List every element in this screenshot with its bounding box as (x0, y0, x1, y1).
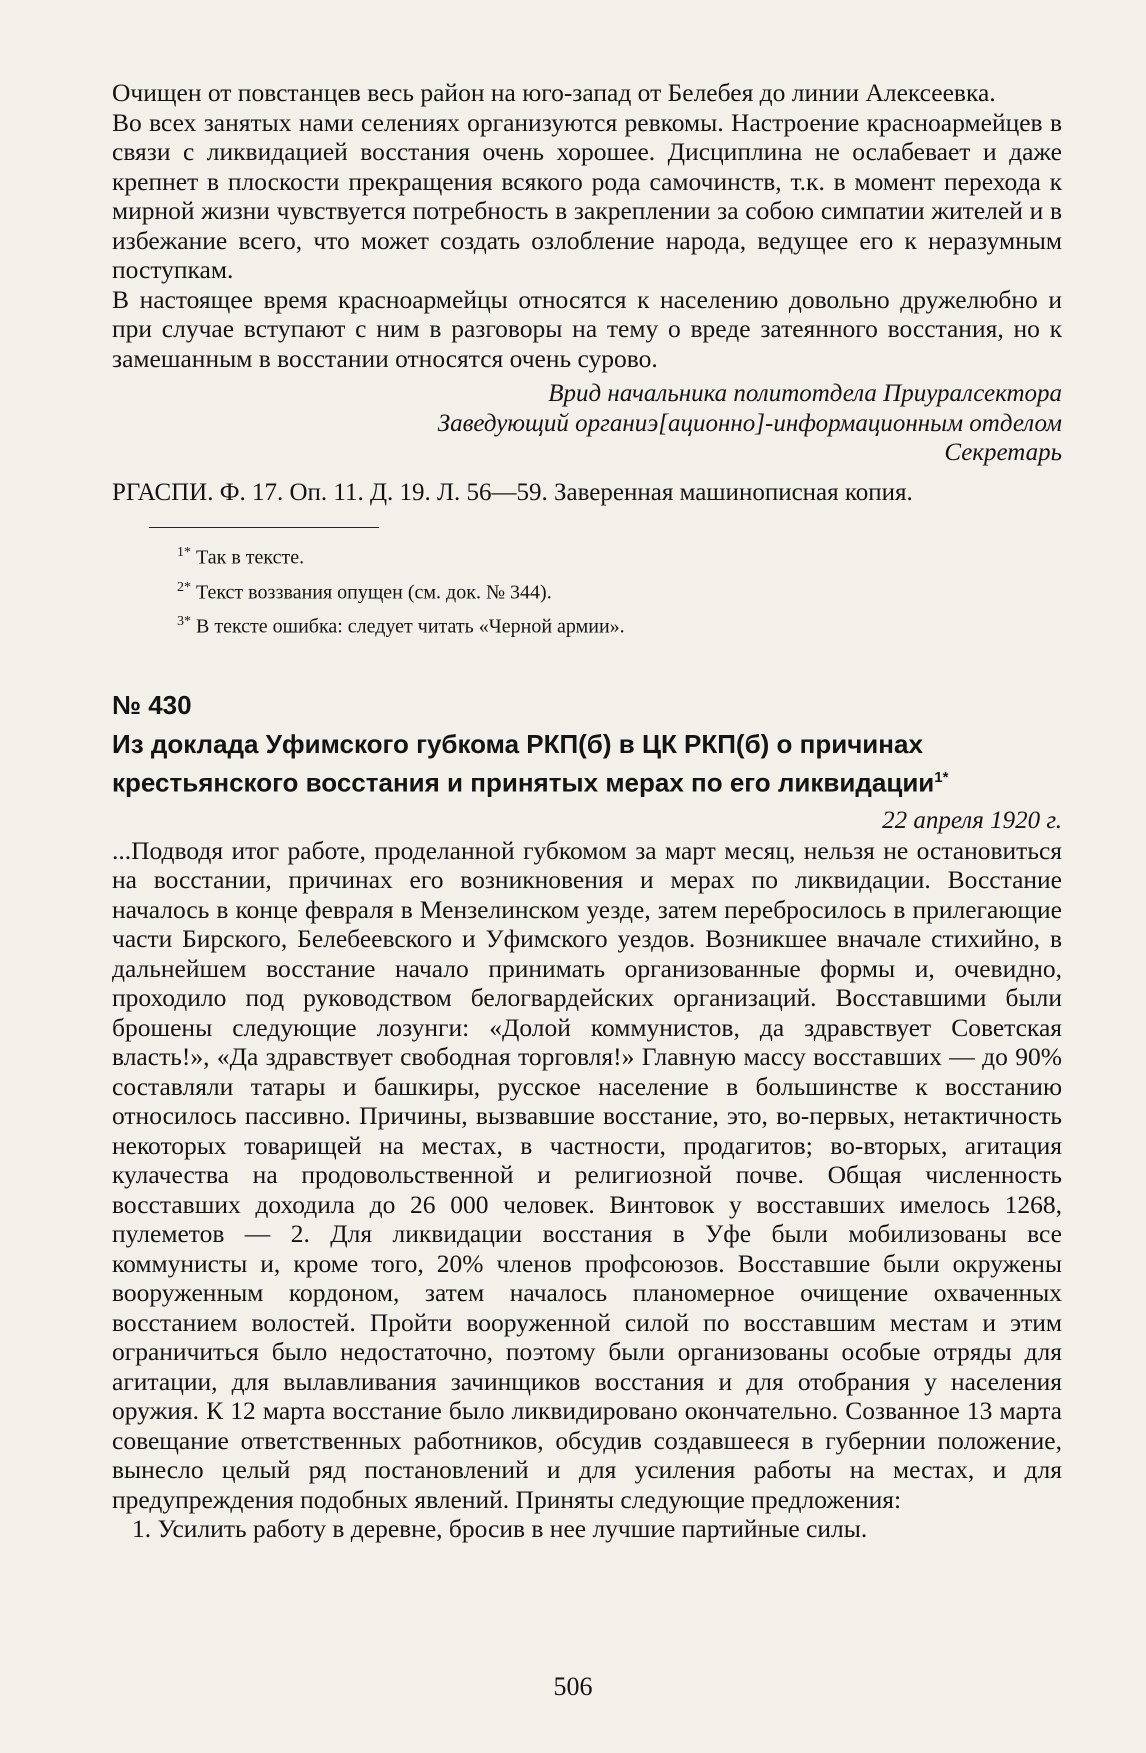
footnote-2 (177, 573, 1062, 608)
signature-line-3: Секретарь (944, 439, 1062, 466)
document-date: 22 апреля 1920 г. (882, 806, 1062, 834)
page-number: 506 (553, 1672, 593, 1701)
footnotes-block (177, 538, 1062, 642)
list-item-1: 1. Усилить работу в деревне, бросив в нее лучшие партийные силы. (132, 1514, 868, 1544)
footnote-3 (177, 607, 1062, 642)
archive-source: РГАСПИ. Ф. 17. Оп. 11. Д. 19. Л. 56—59. Заверенная машинописная копия. (112, 478, 913, 506)
document-number: № 430 (112, 689, 192, 720)
footnote-1 (177, 538, 1062, 573)
title-footnote-mark: 1* (934, 768, 949, 786)
document-body: ...Подводя итог работе, проделанной губкомом за март месяц, нельзя не остановиться на восстании, причинах его возникновения и мерах по ликвидации. Восстание началось в конце февраля в Мензелинском уезде, затем перебросилось в прилегающие части Бирского, Белебеевского и Уфимского уездов. Возникшее вначале стихийно, в дальнейшем восстание начало принимать организованные формы и, очевидно, проходило под руководством белогвардейских организаций. Восставшими были брошены следующие лозунги: «Долой коммунистов, да здравствует Советская власть!», «Да здравствует свободная торговля!» Главную массу восставших — до 90% составляли татары и башкиры, русское население в большинстве к восстанию относилось пассивно. Причины, вызвавшие восстание, это, во-первых, нетактичность некоторых товарищей на местах, в частности, продагитов; во-вторых, агитация кулачества на продовольственной и религиозной почве. Общая численность восставших доходила до 26 000 человек. Винтовок у восставших имелось 1268, пулеметов — 2. Для ликвидации восстания в Уфе были мобилизованы все коммунисты и, кроме того, 20% членов профсоюзов. Восставшие были окружены вооруженным кордоном, затем началось планомерное очищение охваченных восстанием волостей. Пройти вооруженной силой по восставшим местам и этим ограничиться было недостаточно, поэтому были организованы особые отряды для агитации, для вылавливания зачинщиков восстания и для отобрания у населения оружия. К 12 марта восстание было ликвидировано окончательно. Созванное 13 марта совещание ответственных работников, обсудив создавшееся в губернии положение, вынесло целый ряд постановлений и для усиления работы на местах, и для предупреждения подобных явлений. Приняты следующие предложения: (112, 835, 1062, 1514)
paragraph-1: Очищен от повстанцев весь район на юго-запад от Белебея до линии Алексеевка. (112, 78, 996, 107)
signatures-block (112, 379, 1062, 468)
footnote-text: В тексте ошибка: следует читать «Черной армии». (196, 615, 625, 638)
paragraph-3: В настоящее время красноармейцы относятся к населению довольно дружелюбно и при случае вступают с ним в разговоры на тему о вреде затеянного восстания, но к замешанным в восстании относятся очень сурово. (112, 284, 1062, 373)
footnote-divider (149, 527, 379, 528)
signature-line-1: Врид начальника политотдела Приуралсектора (548, 380, 1062, 407)
footnote-mark: 2* (177, 579, 191, 595)
footnote-text: Текст воззвания опущен (см. док. № 344). (196, 581, 552, 604)
document-title-text: Из доклада Уфимского губкома РКП(б) в ЦК РКП(б) о причинах крестьянского восстания и принятых мерах по его ликвидации (112, 728, 935, 798)
document-title (112, 728, 1062, 800)
footnote-mark: 3* (177, 614, 191, 630)
paragraph-2: Во всех занятых нами селениях организуются ревкомы. Настроение красноармейцев в связи с ликвидацией восстания очень хорошее. Дисциплина не ослабевает и даже крепнет в плоскости прекращения всякого рода самочинств, т.к. в момент перехода к мирной жизни чувствуется потребность в закреплении за собою симпатии жителей и в избежание всего, что может создать озлобление народа, ведущее его к неразумным поступкам. (112, 107, 1062, 284)
footnote-text: Так в тексте. (196, 546, 305, 569)
footnote-mark: 1* (177, 545, 191, 560)
signature-line-2: Заведующий органиэ[ационно]-информационным отделом (437, 409, 1062, 437)
